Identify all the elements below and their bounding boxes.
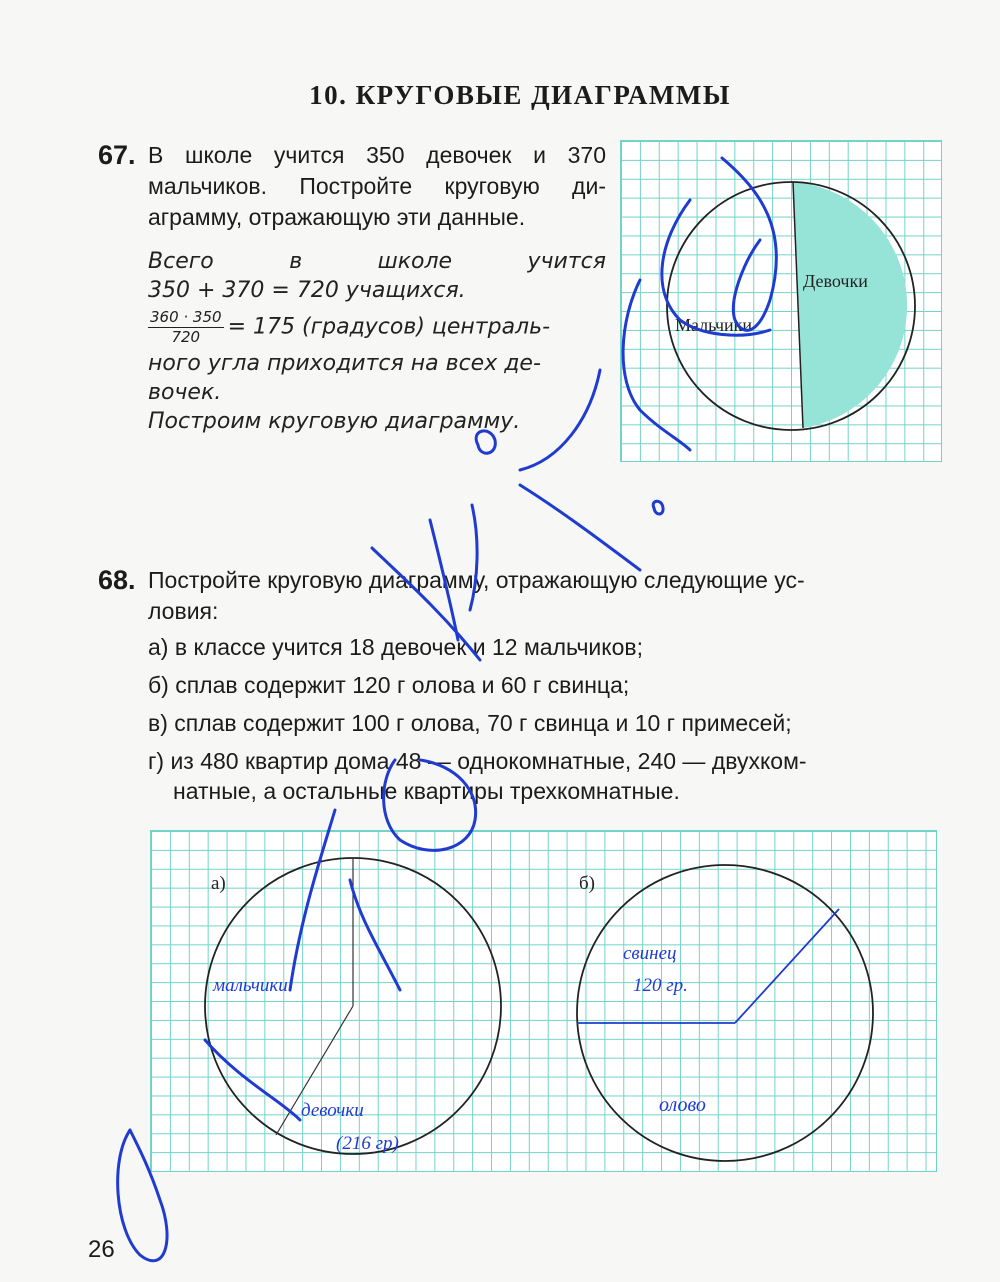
diagram-b-label: б) [579, 873, 595, 894]
problem-68-line: Постройте круговую диаграмму, отражающую следующие ус- [148, 567, 805, 593]
solution-line: Построим круговую диаграмму. [148, 409, 521, 434]
problem-68-line: ловия: [148, 598, 219, 624]
diagram-a-hand-label-degrees: (216 гр) [336, 1133, 399, 1154]
diagram-a-label: а) [211, 873, 226, 894]
ink-scribble [520, 370, 600, 470]
ink-scribble [520, 485, 640, 570]
ink-scribble [662, 200, 770, 335]
page-number: 26 [88, 1236, 115, 1263]
problem-67-line: аграмму, отражающую эти данные. [148, 204, 526, 230]
problem-67-line: В школе учится 350 девочек и 370 [148, 142, 606, 168]
ink-scribble [118, 1130, 167, 1261]
ink-scribble [653, 501, 663, 514]
diagram-b-hand-label-degrees: 120 гр. [633, 975, 688, 996]
solution-line: = 175 (градусов) централь- [227, 314, 551, 340]
ink-scribble [205, 1040, 300, 1120]
problem-67-number: 67. [98, 140, 136, 170]
ink-scribble [623, 280, 690, 450]
label-boys: Мальчики [675, 315, 753, 335]
diagram-a-hand-label-boys: мальчики [213, 975, 288, 996]
ink-scribble [470, 505, 477, 610]
diagram-b-hand-label-lead: свинец [623, 943, 677, 964]
solution-line: ного угла приходится на всех де- [148, 351, 541, 376]
list-item: г) из 480 квартир дома 48 — однокомнатные, 240 — двухком- [148, 748, 807, 774]
list-item: натные, а остальные квартиры трехкомнатные. [173, 778, 680, 804]
ink-scribble [372, 548, 480, 660]
ink-scribble [350, 880, 400, 990]
ink-scribble [290, 810, 335, 990]
list-item: б) сплав содержит 120 г олова и 60 г свинца; [148, 672, 630, 698]
solution-line: 350 + 370 = 720 учащихся. [148, 278, 466, 303]
fraction-numerator: 360 · 350 [150, 308, 222, 326]
list-item: а) в классе учится 18 девочек и 12 мальчиков; [148, 634, 644, 660]
problem-67-line: мальчиков. Постройте круговую ди- [148, 173, 606, 199]
label-girls: Девочки [803, 271, 868, 291]
list-item: в) сплав содержит 100 г олова, 70 г свинца и 10 г примесей; [148, 710, 792, 736]
ink-scribble [430, 520, 458, 640]
diagram-a-hand-label-girls: девочки [301, 1100, 364, 1121]
solution-line: Всего в школе учится [148, 249, 606, 274]
diagram-b-hand-label-tin: олово [659, 1094, 706, 1116]
solution-line: вочек. [148, 380, 222, 405]
section-title: 10. КРУГОВЫЕ ДИАГРАММЫ [309, 80, 731, 110]
fraction-denominator: 720 [171, 328, 201, 346]
problem-68-number: 68. [98, 565, 136, 595]
ink-scribble [384, 760, 476, 850]
ink-scribble [476, 431, 495, 453]
ink-scribble [722, 158, 776, 330]
